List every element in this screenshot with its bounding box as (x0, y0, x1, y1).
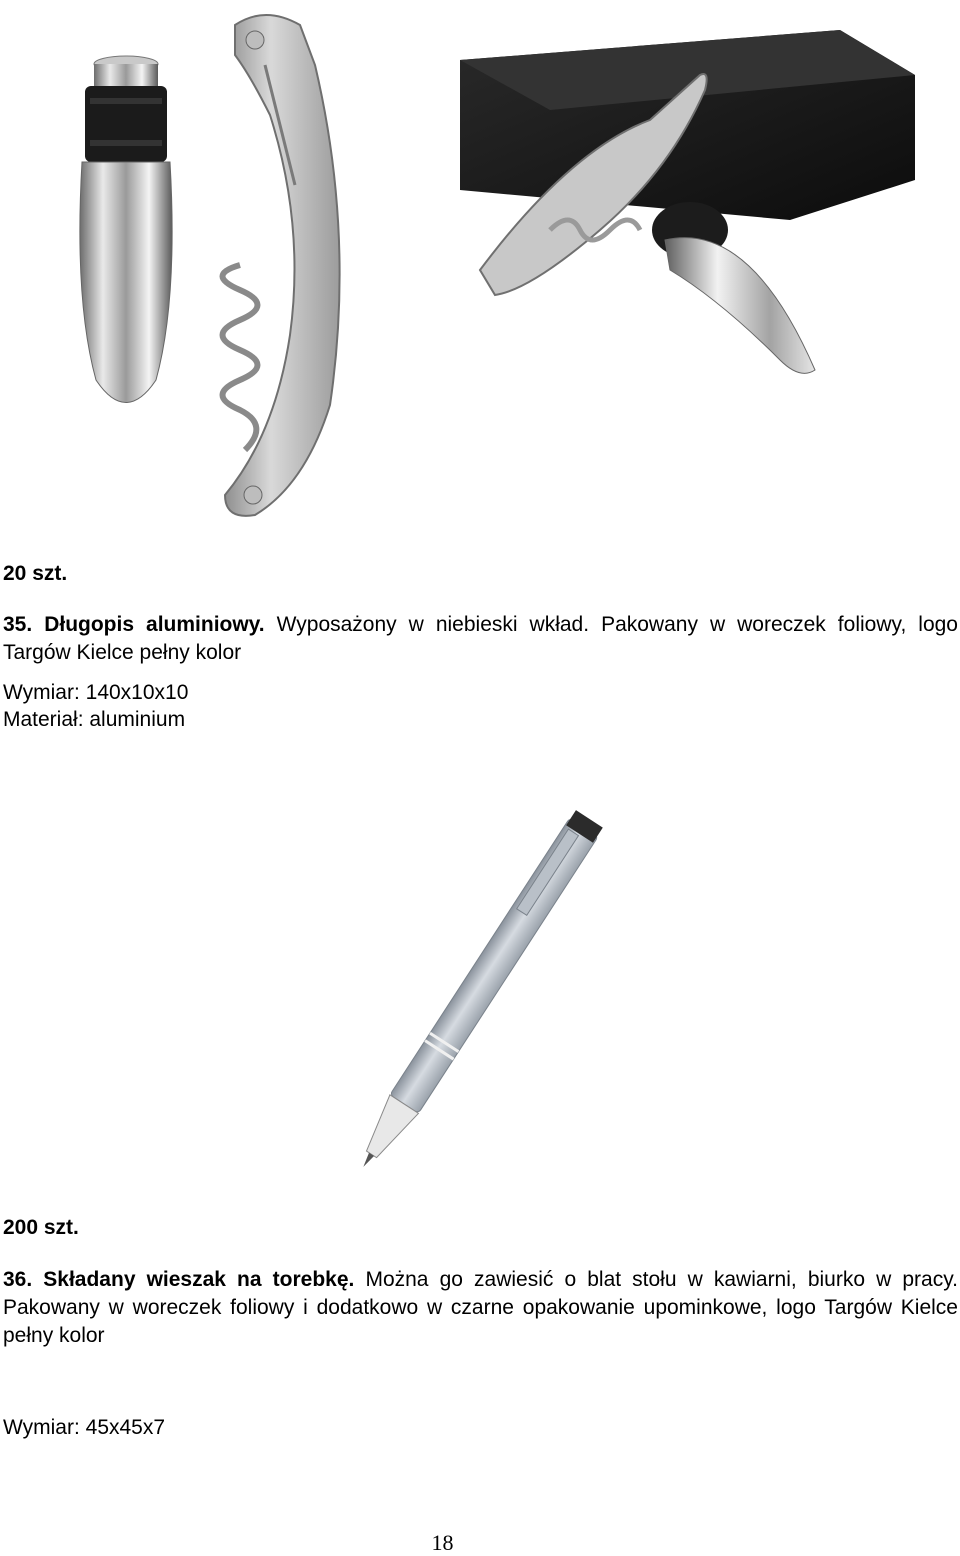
item-36-description: Można go zawiesić o blat stołu w kawiarni, biurko w pracy. Pakowany w woreczek foliowy i dodatkowo w czarne opakowanie upominkowe, logo Targów Kielce pełny kolor (3, 1268, 958, 1347)
item-35-dimension: Wymiar: 140x10x10 (3, 681, 189, 704)
item-36-description-block (3, 1266, 958, 1350)
item-34-quantity: 20 szt. (3, 562, 68, 585)
item-35-material: Materiał: aluminium (3, 708, 186, 731)
item-36-title: 36. Składany wieszak na torebkę. (3, 1268, 355, 1291)
corkscrew-image (195, 5, 355, 525)
item-35-description: Wyposażony w niebieski wkład. Pakowany w woreczek foliowy, logo Targów Kielce pełny kolor (3, 613, 958, 664)
aluminium-pen-image (300, 795, 650, 1200)
item-36-dimension: Wymiar: 45x45x7 (3, 1416, 166, 1439)
page-number: 18 (431, 1530, 454, 1555)
item-35-description-block (3, 611, 958, 667)
wine-stopper-image (60, 50, 190, 430)
gift-box-set-image (450, 30, 920, 380)
item-35-quantity: 200 szt. (3, 1216, 79, 1239)
item-35-title: 35. Długopis aluminiowy. (3, 613, 265, 636)
